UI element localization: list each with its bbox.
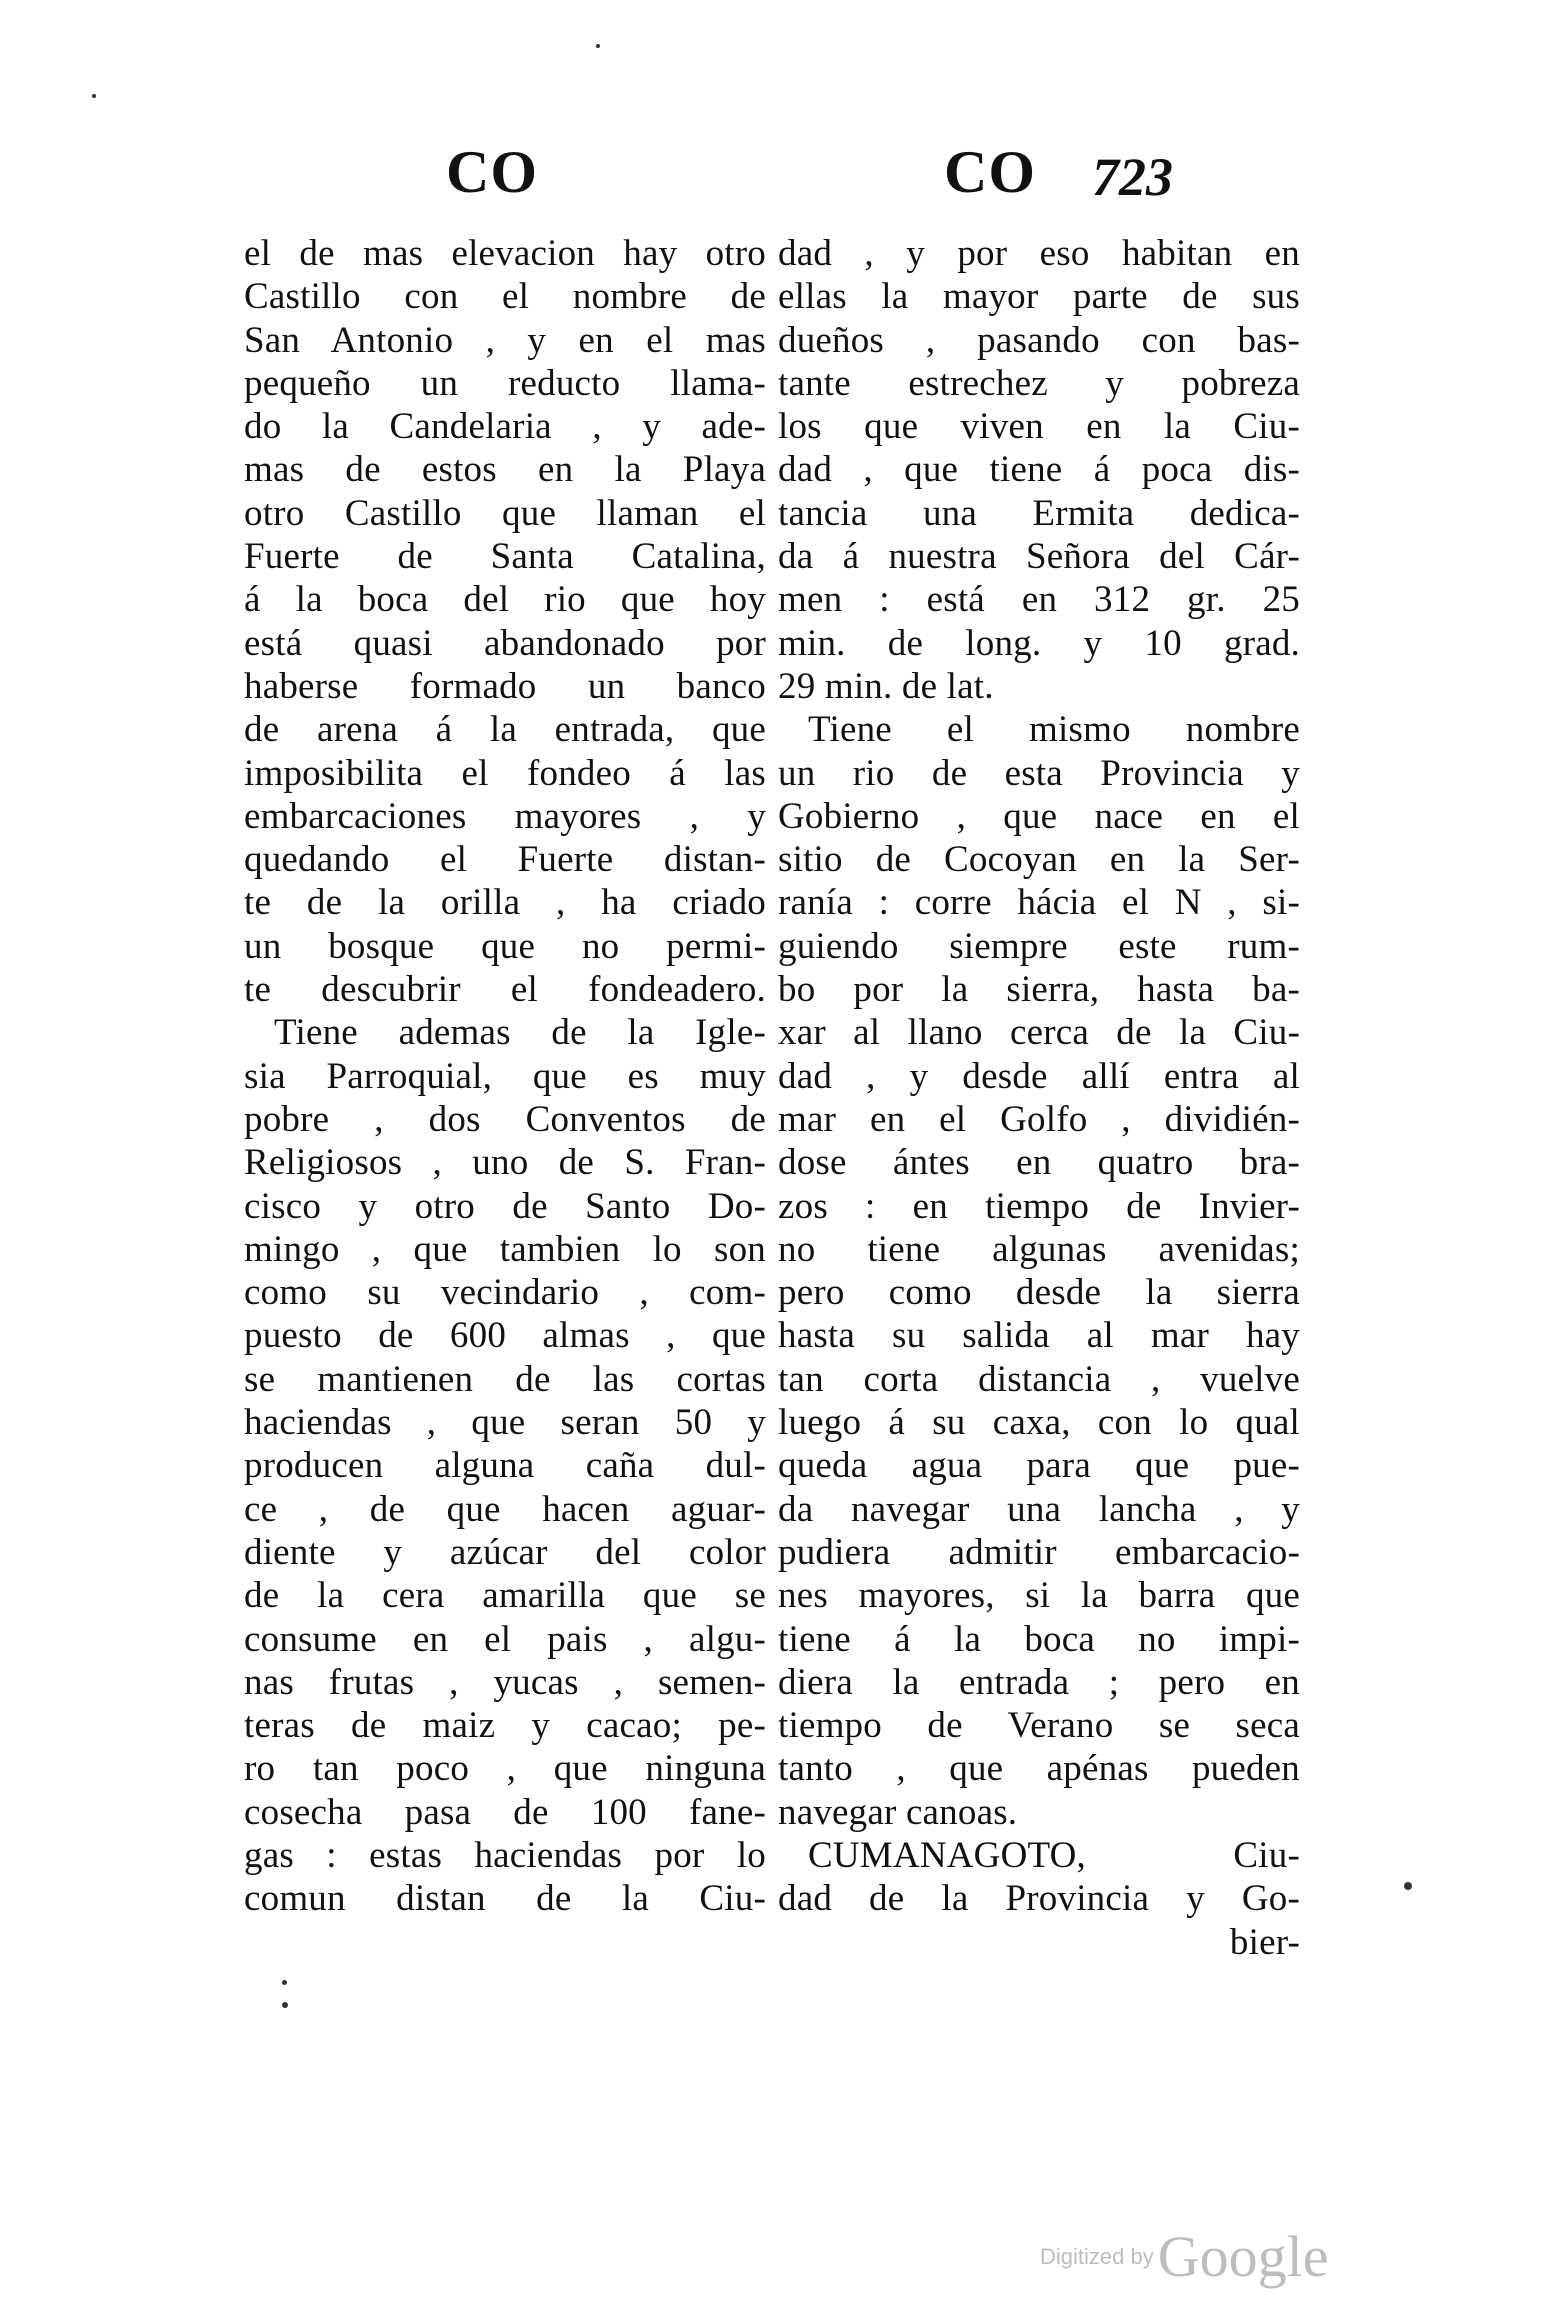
text-line: Religiosos , uno de S. Fran- — [244, 1142, 766, 1184]
ink-speck — [596, 44, 600, 48]
text-line: puesto de 600 almas , que — [244, 1315, 766, 1357]
text-line: diente y azúcar del color — [244, 1531, 766, 1573]
text-line: está quasi abandonado por — [244, 622, 766, 664]
text-line: da á nuestra Señora del Cár- — [778, 536, 1300, 578]
text-line: imposibilita el fondeo á las — [244, 752, 766, 794]
text-line: Tiene ademas de la Igle- — [274, 1012, 766, 1054]
text-line: guiendo siempre este rum- — [778, 925, 1300, 967]
text-line: pero como desde la sierra — [778, 1272, 1300, 1314]
text-line: producen alguna caña dul- — [244, 1445, 766, 1487]
text-line: Fuerte de Santa Catalina, — [244, 536, 766, 578]
text-line: da navegar una lancha , y — [778, 1488, 1300, 1530]
text-line: te descubrir el fondeadero. — [244, 969, 766, 1011]
running-head-left: CO — [446, 139, 538, 205]
text-line: San Antonio , y en el mas — [244, 319, 766, 361]
text-line: tiempo de Verano se seca — [778, 1705, 1300, 1747]
text-line: dad , que tiene á poca dis- — [778, 449, 1300, 491]
text-line: bo por la sierra, hasta ba- — [778, 969, 1300, 1011]
text-line: embarcaciones mayores , y — [244, 795, 766, 837]
text-line: zos : en tiempo de Invier- — [778, 1185, 1300, 1227]
text-line: sia Parroquial, que es muy — [244, 1055, 766, 1097]
text-line: haciendas , que seran 50 y — [244, 1402, 766, 1444]
text-line: mas de estos en la Playa — [244, 449, 766, 491]
text-line: á la boca del rio que hoy — [244, 579, 766, 621]
text-line: bier- — [1229, 1921, 1300, 1963]
text-line: ranía : corre hácia el N , si- — [778, 882, 1300, 924]
ink-speck — [92, 94, 96, 98]
text-line: se mantienen de las cortas — [244, 1358, 766, 1400]
text-line: dad , y por eso habitan en — [778, 233, 1300, 274]
text-line: un bosque que no permi- — [244, 925, 766, 967]
text-line: mar en el Golfo , dividién- — [778, 1098, 1300, 1140]
text-line: ro tan poco , que ninguna — [244, 1748, 766, 1790]
text-line: Tiene el mismo nombre — [808, 709, 1300, 751]
text-line: xar al llano cerca de la Ciu- — [778, 1012, 1300, 1054]
text-line: tancia una Ermita dedica- — [778, 492, 1300, 534]
text-line: cosecha pasa de 100 fane- — [244, 1791, 766, 1833]
text-line: queda agua para que pue- — [778, 1445, 1300, 1487]
digitized-watermark — [1040, 2224, 1329, 2289]
text-line: Gobierno , que nace en el — [778, 795, 1300, 837]
text-line: navegar canoas. — [778, 1791, 1018, 1833]
text-line: sitio de Cocoyan en la Ser- — [778, 839, 1300, 881]
text-line: pudiera admitir embarcacio- — [778, 1531, 1300, 1573]
text-line: men : está en 312 gr. 25 — [778, 579, 1300, 621]
text-line: otro Castillo que llaman el — [244, 492, 766, 534]
text-line: ellas la mayor parte de sus — [778, 276, 1300, 318]
text-line: teras de maiz y cacao; pe- — [244, 1705, 766, 1747]
text-line: CUMANAGOTO, Ciu- — [808, 1834, 1300, 1876]
text-line: Castillo con el nombre de — [244, 276, 766, 318]
page-number: 723 — [1092, 147, 1173, 207]
text-line: nas frutas , yucas , semen- — [244, 1661, 766, 1703]
text-line: pobre , dos Conventos de — [244, 1098, 766, 1140]
text-line: min. de long. y 10 grad. — [778, 622, 1300, 664]
text-line: tan corta distancia , vuelve — [778, 1358, 1300, 1400]
text-line: hasta su salida al mar hay — [778, 1315, 1300, 1357]
text-line: un rio de esta Provincia y — [778, 752, 1300, 794]
text-line: 29 min. de lat. — [778, 665, 994, 707]
text-line: pequeño un reducto llama- — [244, 362, 766, 404]
google-logo: Google — [1157, 2224, 1329, 2289]
text-line: gas : estas haciendas por lo — [244, 1834, 766, 1876]
text-line: nes mayores, si la barra que — [778, 1575, 1300, 1617]
text-line: no tiene algunas avenidas; — [778, 1228, 1300, 1270]
text-line: dueños , pasando con bas- — [778, 319, 1300, 361]
right-text-column — [778, 232, 1300, 1964]
text-line: ce , de que hacen aguar- — [244, 1488, 766, 1530]
text-line: do la Candelaria , y ade- — [244, 406, 766, 448]
text-line: luego á su caxa, con lo qual — [778, 1402, 1300, 1444]
text-line: como su vecindario , com- — [244, 1272, 766, 1314]
text-line: los que viven en la Ciu- — [778, 406, 1300, 448]
text-line: haberse formado un banco — [244, 665, 766, 707]
watermark-prefix: Digitized by — [1040, 2244, 1154, 2269]
text-line: de arena á la entrada, que — [244, 709, 766, 751]
text-line: comun distan de la Ciu- — [244, 1878, 766, 1920]
ink-speck — [282, 2002, 288, 2008]
text-line: tanto , que apénas pueden — [778, 1748, 1300, 1790]
text-line: dad de la Provincia y Go- — [778, 1878, 1300, 1920]
text-line: tante estrechez y pobreza — [778, 362, 1300, 404]
text-line: consume en el pais , algu- — [244, 1618, 766, 1660]
text-line: cisco y otro de Santo Do- — [244, 1185, 766, 1227]
text-line: tiene á la boca no impi- — [778, 1618, 1300, 1660]
text-line: el de mas elevacion hay otro — [244, 233, 766, 274]
text-line: de la cera amarilla que se — [244, 1575, 766, 1617]
left-text-column — [244, 232, 766, 1921]
text-line: dad , y desde allí entra al — [778, 1055, 1300, 1097]
text-line: mingo , que tambien lo son — [244, 1228, 766, 1270]
text-line: quedando el Fuerte distan- — [244, 839, 766, 881]
text-line: diera la entrada ; pero en — [778, 1661, 1300, 1703]
text-line: te de la orilla , ha criado — [244, 882, 766, 924]
running-head-right: CO — [944, 139, 1036, 205]
ink-speck — [282, 1980, 287, 1985]
text-line: dose ántes en quatro bra- — [778, 1142, 1300, 1184]
ink-speck — [1404, 1882, 1412, 1890]
